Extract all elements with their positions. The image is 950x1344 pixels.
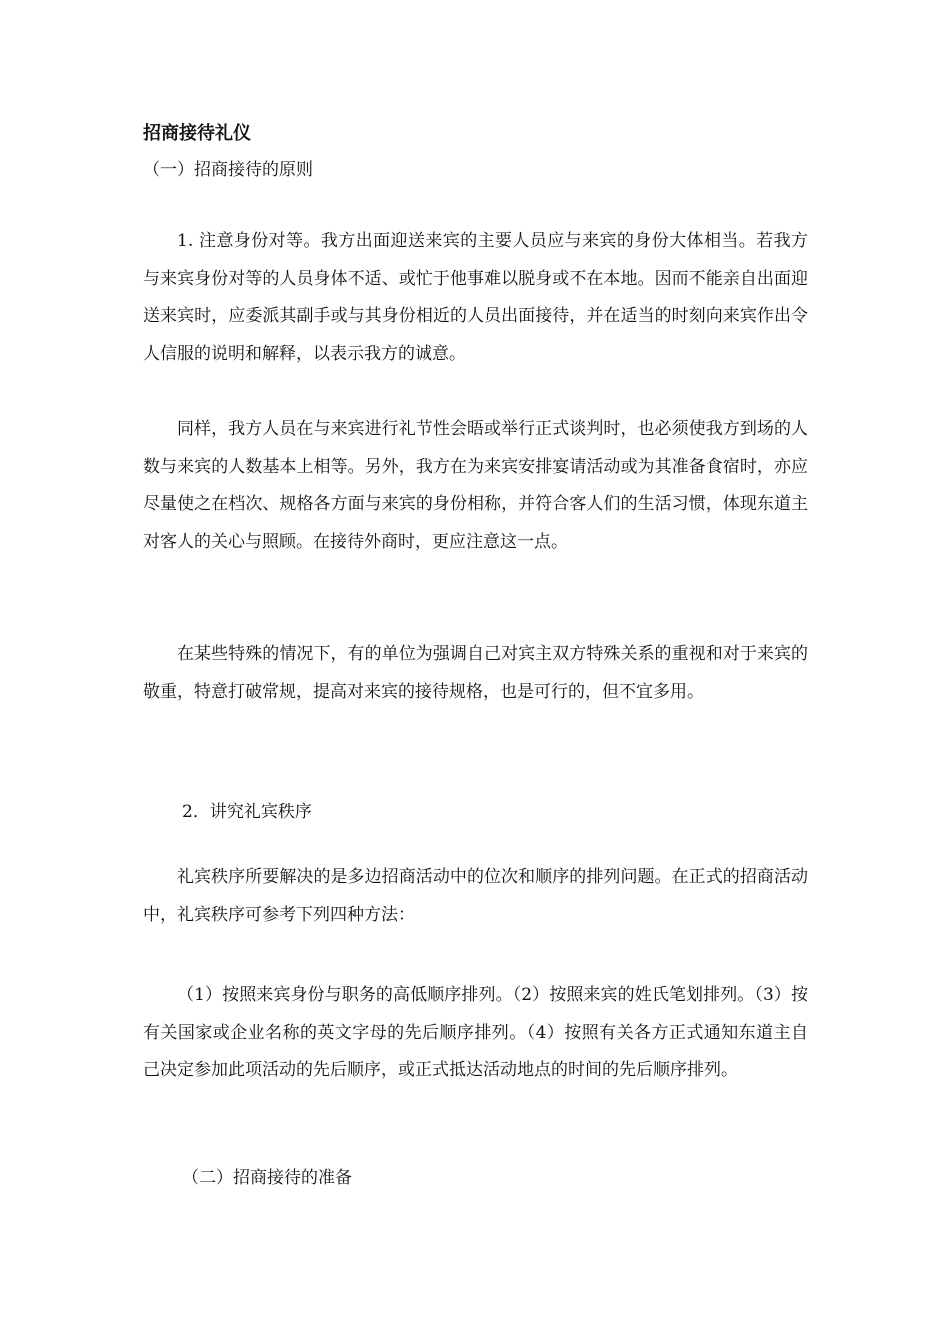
item-heading-protocol-order: 2．讲究礼宾秩序	[182, 802, 312, 822]
section-heading-principles: （一）招商接待的原则	[143, 160, 313, 180]
paragraph-special-cases: 在某些特殊的情况下，有的单位为强调自己对宾主双方特殊关系的重视和对于来宾的敬重，特意打破常规，提高对来宾的接待规格，也是可行的，但不宜多用。	[143, 644, 808, 702]
section-heading-preparation: （二）招商接待的准备	[182, 1168, 352, 1188]
paragraph-protocol-order-intro: 礼宾秩序所要解决的是多边招商活动中的位次和顺序的排列问题。在正式的招商活动中，礼宾秩序可参考下列四种方法：	[143, 867, 808, 925]
paragraph-equal-numbers: 同样，我方人员在与来宾进行礼节性会晤或举行正式谈判时，也必须使我方到场的人数与来宾的人数基本上相等。另外，我方在为来宾安排宴请活动或为其准备食宿时，亦应尽量使之在档次、规格各方面与来宾的身份相称，并符合客人们的生活习惯，体现东道主对客人的关心与照顾。在接待外商时，更应注意这一点。	[143, 419, 808, 552]
document-title: 招商接待礼仪	[143, 123, 251, 144]
paragraph-identity-equivalence: 1. 注意身份对等。我方出面迎送来宾的主要人员应与来宾的身份大体相当。若我方与来宾身份对等的人员身体不适、或忙于他事难以脱身或不在本地。因而不能亲自出面迎送来宾时，应委派其副手或与其身份相近的人员出面接待，并在适当的时刻向来宾作出令人信服的说明和解释，以表示我方的诚意。	[143, 231, 808, 364]
paragraph-ordering-methods: （1）按照来宾身份与职务的高低顺序排列。（2）按照来宾的姓氏笔划排列。（3）按有关国家或企业名称的英文字母的先后顺序排列。（4）按照有关各方正式通知东道主自己决定参加此项活动的先后顺序，或正式抵达活动地点的时间的先后顺序排列。	[143, 985, 808, 1081]
